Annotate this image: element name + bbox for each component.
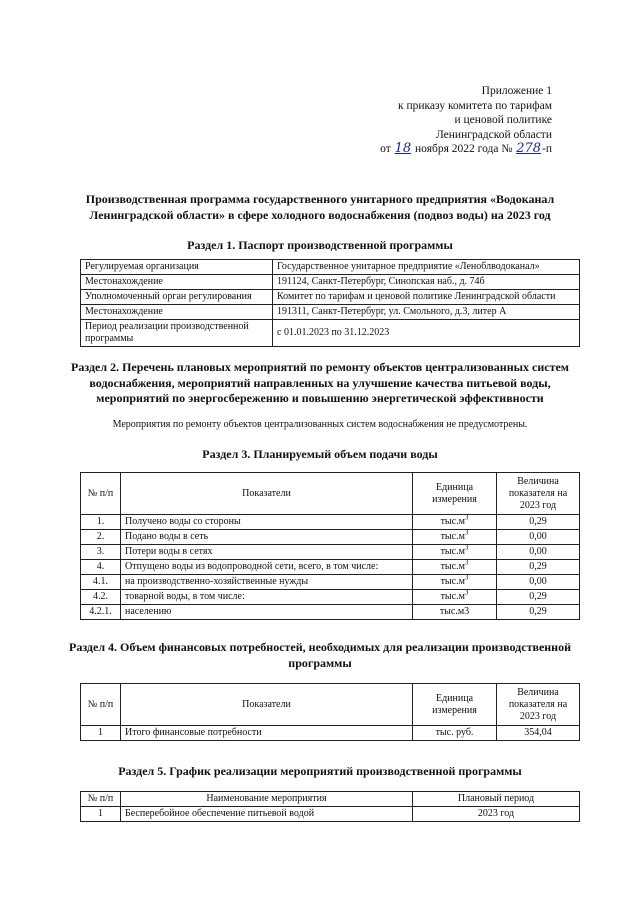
row-indicator: Отпущено воды из водопроводной сети, всего, в том числе:: [121, 560, 413, 575]
handwritten-number: 278: [516, 141, 542, 156]
unit-text: тыс.м: [440, 516, 465, 527]
row-unit: тыс. руб.: [413, 726, 497, 741]
row-value: 0,29: [497, 605, 580, 620]
row-num: 4.1.: [81, 575, 121, 590]
table-row: [81, 807, 580, 822]
row-indicator: товарной воды, в том числе:: [121, 590, 413, 605]
unit-text: тыс.м3: [439, 606, 470, 617]
table-row: [81, 320, 580, 347]
row-num: 4.2.1.: [81, 605, 121, 620]
unit-text: тыс.м: [440, 591, 465, 602]
table-row: [81, 560, 580, 575]
row-value: 0,00: [497, 530, 580, 545]
table-row: [81, 290, 580, 305]
unit-text: тыс.м: [440, 576, 465, 587]
handwritten-day: 18: [394, 141, 412, 156]
water-volume-table: [80, 472, 580, 620]
row-period: 2023 год: [413, 807, 580, 822]
header-indicator: Показатели: [121, 684, 413, 726]
header-num: № п/п: [81, 684, 121, 726]
row-value: 0,29: [497, 560, 580, 575]
unit-exponent: 3: [464, 573, 469, 582]
row-num: 1.: [81, 515, 121, 530]
table-row: [81, 260, 580, 275]
unit-exponent: 3: [464, 558, 469, 567]
passport-value: с 01.01.2023 по 31.12.2023: [273, 320, 580, 347]
document-title: Производственная программа государственного унитарного предприятия «Водоканал Ленинградской области» в сфере холодного водоснабжения (подвоз воды) на 2023 год: [85, 192, 555, 222]
table-row: [81, 275, 580, 290]
row-value: 0,00: [497, 545, 580, 560]
row-value: 0,29: [497, 515, 580, 530]
header-num: № п/п: [81, 792, 121, 807]
financial-needs-table: [80, 683, 580, 741]
table-row: [81, 575, 580, 590]
unit-exponent: 3: [464, 543, 469, 552]
row-unit: [413, 575, 497, 590]
passport-table: [80, 259, 580, 347]
header-unit: Единица измерения: [413, 473, 497, 515]
table-row: [81, 590, 580, 605]
appendix-date-line: [332, 142, 552, 157]
header-period: Плановый период: [413, 792, 580, 807]
table-row: [81, 305, 580, 320]
header-indicator: Показатели: [121, 473, 413, 515]
date-middle: ноября 2022 года №: [415, 143, 513, 155]
header-value: Величина показателя на 2023 год: [497, 473, 580, 515]
header-unit: Единица измерения: [413, 684, 497, 726]
row-unit: [413, 545, 497, 560]
appendix-line: и ценовой политике: [454, 114, 552, 126]
row-unit: [413, 560, 497, 575]
row-indicator: Подано воды в сеть: [121, 530, 413, 545]
row-value: 0,29: [497, 590, 580, 605]
table-row: [81, 515, 580, 530]
row-value: 0,00: [497, 575, 580, 590]
appendix-line: Ленинградской области: [435, 128, 552, 141]
passport-label: Местонахождение: [81, 275, 273, 290]
appendix-line: к приказу комитета по тарифам: [398, 99, 552, 112]
passport-label: Период реализации производственной программы: [81, 320, 273, 347]
row-unit: [413, 605, 497, 620]
row-indicator: Получено воды со стороны: [121, 515, 413, 530]
unit-text: тыс.м: [440, 546, 465, 557]
table-row: [81, 545, 580, 560]
unit-exponent: 3: [464, 528, 469, 537]
appendix-block: [332, 84, 552, 157]
table-row: [81, 726, 580, 741]
passport-label: Уполномоченный орган регулирования: [81, 290, 273, 305]
row-num: 4.: [81, 560, 121, 575]
passport-value: 191124, Санкт-Петербург, Синопская наб., д. 74б: [273, 275, 580, 290]
unit-text: тыс.м: [440, 561, 465, 572]
passport-label: Регулируемая организация: [81, 260, 273, 275]
section4-heading: Раздел 4. Объем финансовых потребностей, необходимых для реализации производственной программы: [68, 640, 572, 670]
row-unit: [413, 515, 497, 530]
schedule-table: [80, 791, 580, 822]
row-name: Бесперебойное обеспечение питьевой водой: [121, 807, 413, 822]
section2-note: Мероприятия по ремонту объектов централизованных систем водоснабжения не предусмотрены.: [112, 419, 528, 430]
row-indicator: Потери воды в сетях: [121, 545, 413, 560]
header-value: Величина показателя на 2023 год: [497, 684, 580, 726]
row-num: 1: [81, 807, 121, 822]
passport-value: Государственное унитарное предприятие «Леноблводоканал»: [273, 260, 580, 275]
unit-text: тыс.м: [440, 531, 465, 542]
header-name: Наименование мероприятия: [121, 792, 413, 807]
section2-heading: Раздел 2. Перечень плановых мероприятий по ремонту объектов централизованных систем водоснабжения, мероприятий направленных на улучшение качества питьевой воды, мероприятий по энергосбережению и повышению энергетической эффективности: [71, 360, 569, 405]
row-num: 4.2.: [81, 590, 121, 605]
row-unit: [413, 590, 497, 605]
header-num: № п/п: [81, 473, 121, 515]
row-num: 3.: [81, 545, 121, 560]
section5-heading: Раздел 5. График реализации мероприятий производственной программы: [118, 764, 522, 778]
table-row: [81, 605, 580, 620]
unit-exponent: 3: [464, 588, 469, 597]
unit-exponent: 3: [464, 513, 469, 522]
passport-value: 191311, Санкт-Петербург, ул. Смольного, д.3, литер А: [273, 305, 580, 320]
row-indicator: Итого финансовые потребности: [121, 726, 413, 741]
passport-label: Местонахождение: [81, 305, 273, 320]
section3-heading: Раздел 3. Планируемый объем подачи воды: [202, 447, 438, 461]
appendix-line: Приложение 1: [481, 85, 552, 97]
section1-heading: Раздел 1. Паспорт производственной программы: [187, 238, 453, 252]
row-num: 2.: [81, 530, 121, 545]
row-indicator: на производственно-хозяйственные нужды: [121, 575, 413, 590]
row-num: 1: [81, 726, 121, 741]
table-row: [81, 530, 580, 545]
date-prefix: от: [380, 143, 391, 155]
row-indicator: населению: [121, 605, 413, 620]
number-suffix: -п: [542, 143, 552, 155]
passport-value: Комитет по тарифам и ценовой политике Ленинградской области: [273, 290, 580, 305]
row-value: 354,04: [497, 726, 580, 741]
row-unit: [413, 530, 497, 545]
